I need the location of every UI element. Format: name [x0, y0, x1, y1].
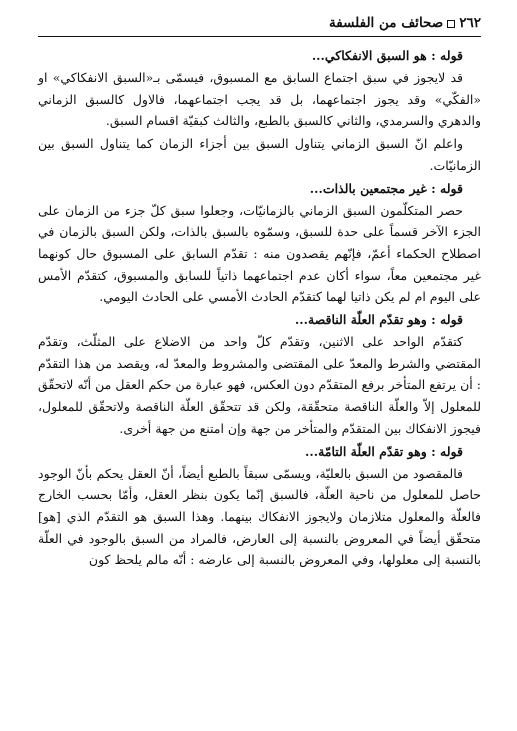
section-heading: قوله : غير مجتمعين بالذات...	[309, 180, 463, 196]
section-heading: قوله : هو السبق الانفكاكي...	[311, 48, 463, 63]
section-heading: قوله : وهو تقدّم العلّة التامّة...	[305, 443, 463, 459]
section-heading: قوله : وهو تقدّم العلّة الناقصة...	[294, 312, 463, 328]
book-title: صحائف من الفلسفة	[329, 15, 444, 31]
separator-square-icon	[447, 20, 455, 28]
paragraph: واعلم انّ السبق الزماني يتناول السبق بين أجزاء الزمان كما يتناول السبق بين الزمانيّات.	[38, 136, 481, 173]
running-header	[38, 10, 481, 36]
page-number: ٢٦٢	[459, 15, 481, 31]
body-text	[38, 45, 481, 571]
paragraph: حصر المتكلّمون السبق الزماني بالزمانيّات، وجعلوا سبق كلّ جزء من الزمان على الجزء الآخر قسماً على حدة للسبق، وسمّوه بالسبق بالذات، ولكن السبق بالزمان في اصطلاح الحكماء أعمّ، فإنّهم يقصدون منه : تقدّم السابق على المسبوق حال كونهما غير مجتمعين معاً، سواء أكان عدم اجتماعهما ذاتياً للسابق والمسبوق، كتقدّم الأمس على اليوم ام لم يكن ذاتيا لهما كتقدّم الحادث الأمسي على الحادث اليومي.	[38, 202, 481, 305]
paragraph: كتقدّم الواحد على الاثنين، وتقدّم كلّ واحد من الاضلاع على المثلّث، وتقدّم المقتضي والشرط والمعدّ على المقتضى والمشروط والمعدّ له، ويقصد من هذا التقدّم : أن يرتفع المتأخر برفع المتقدّم دون العكس، فهو عبارة من حكم العقل من أنّه لاتحقّق للمعلول إلاّ والعلّة الناقصة متحقّقة، ولكن قد تتحقّق العلّة الناقصة ولاتحقّق للمعلول، فيجوز الانفكاك بين المتقدّم والمتأخر من جهة وإن امتنع من جهة أخرى.	[38, 334, 481, 436]
header-rule	[38, 36, 481, 37]
paragraph: قد لايجوز في سبق اجتماع السابق مع المسبوق، فيسمّى بـ«السبق الانفكاكي» او «الفكّي» وقد يجوز اجتماعهما، بل قد يجب اجتماعهما، فالاول كالسبق الزماني والدهري والسرمدي، والثاني كالسبق بالطبع، والثالث كبقيّة اقسام السبق.	[38, 70, 481, 129]
paragraph: فالمقصود من السبق بالعليّة، ويسمّى سبقاً بالطبع أيضاً، أنّ العقل يحكم بأنّ الوجود حاصل للمعلول من ناحية العلّة، فالسبق إنّما يكون بنظر العقل، وأمّا بحسب الخارج فالعلّة والمعلول متلازمان ولايجوز الانفكاك بينهما. وهذا السبق هو التقدّم الذي [هو] متحقّق أيضاً في المعروض بالنسبة إلى العارض، فالمراد من السبق بالوجود في العلّة بالنسبة إلى معلولها، وفي المعروض بالنسبة إلى عارضه : أنّه مالم يلحظ كون	[38, 465, 481, 568]
